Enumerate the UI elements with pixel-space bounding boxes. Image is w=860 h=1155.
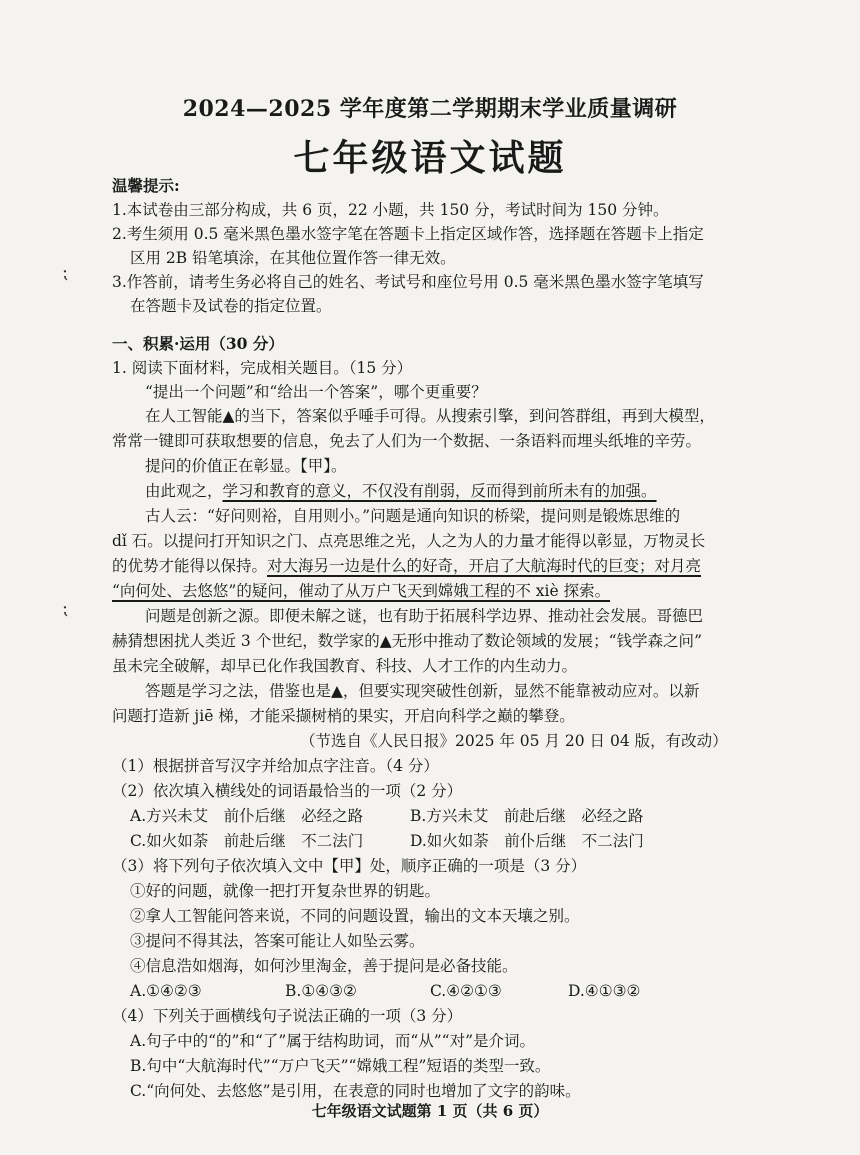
answer-option: A.方兴未艾 前仆后继 必经之路 <box>130 807 364 825</box>
sentence-item: ③提问不得其法，答案可能让人如坠云雾。 <box>130 932 425 950</box>
tip-item: 3.作答前，请考生务必将自己的姓名、考试号和座位号用 0.5 毫米黑色墨水签字笔填写 <box>112 273 704 291</box>
exam-title: 2024—2025 学年度第二学期期末学业质量调研 <box>182 96 678 122</box>
passage-text: 的优势才能得以保持。 <box>112 557 268 575</box>
answer-option: B.句中“大航海时代”“万户飞天”“嫦娥工程”短语的类型一致。 <box>130 1057 551 1075</box>
scan-mark: ⁏ <box>62 262 69 283</box>
passage-line: “提出一个问题”和“给出一个答案”，哪个更重要？ <box>145 383 487 401</box>
tip-item: 2.考生须用 0.5 毫米黑色墨水签字笔在答题卡上指定区域作答，选择题在答题卡上指定 <box>112 225 704 243</box>
passage-line: dǐ 石。以提问打开知识之门、点亮思维之光，人之为人的力量才能得以彰显，万物灵长 <box>112 532 706 550</box>
answer-option: D.④①③② <box>568 982 641 1000</box>
passage-line: 赫猜想困扰人类近 3 个世纪，数学家的▲无形中推动了数论领域的发展；“钱学森之问” <box>112 632 702 650</box>
exam-subtitle: 七年级语文试题 <box>293 137 567 179</box>
answer-option: B.方兴未艾 前赴后继 必经之路 <box>410 807 644 825</box>
passage-line: 古人云：“好问则裕，自用则小。”问题是通向知识的桥梁，提问则是锻炼思维的 <box>145 507 681 525</box>
passage-line: 虽未完全破解，却早已化作我国教育、科技、人才工作的内生动力。 <box>112 657 578 675</box>
passage-text: 由此观之， <box>145 482 223 500</box>
answer-option: C.如火如荼 前赴后继 不二法门 <box>130 832 364 850</box>
answer-option: C.“向何处、去悠悠”是引用，在表意的同时也增加了文字的韵味。 <box>130 1082 581 1100</box>
passage-line: 在人工智能▲的当下，答案似乎唾手可得。从搜索引擎，到问答群组，再到大模型， <box>145 407 715 425</box>
underlined-sentence: 学习和教育的意义，不仅没有削弱，反而得到前所未有的加强。 <box>222 482 657 500</box>
passage-line: 答题是学习之法，借鉴也是▲，但要实现突破性创新，显然不能靠被动应对。以新 <box>145 682 700 700</box>
sub-question: （1）根据拼音写汉字并给加点字注音。（4 分） <box>112 757 439 775</box>
underlined-sentence: “向何处、去悠悠”的疑问，催动了从万户飞天到嫦娥工程的不 xiè 探索。 <box>112 582 611 600</box>
scan-mark: ⁏ <box>62 598 69 619</box>
answer-option: B.①④③② <box>285 982 357 1000</box>
tip-item: 区用 2B 铅笔填涂，在其他位置作答一律无效。 <box>130 249 456 267</box>
sub-question: （4）下列关于画横线句子说法正确的一项（3 分） <box>112 1007 463 1025</box>
question-intro: 1. 阅读下面材料，完成相关题目。（15 分） <box>112 359 413 377</box>
passage-line <box>112 556 701 576</box>
section-heading: 一、积累·运用（30 分） <box>112 334 284 353</box>
passage-line: 常常一键即可获取想要的信息，免去了人们为一个数据、一条语料而埋头纸堆的辛劳。 <box>112 432 702 450</box>
passage-line <box>145 481 657 501</box>
answer-option: A.①④②③ <box>130 982 202 1000</box>
passage-line: 问题打造新 jiē 梯，才能采撷树梢的果实，开启向科学之巅的攀登。 <box>112 707 575 725</box>
sentence-item: ②拿人工智能问答来说，不同的问题设置，输出的文本天壤之别。 <box>130 907 580 925</box>
sentence-item: ④信息浩如烟海，如何沙里淘金，善于提问是必备技能。 <box>130 957 518 975</box>
tip-item: 在答题卡及试卷的指定位置。 <box>130 297 332 315</box>
page-footer: 七年级语文试题第 1 页（共 6 页） <box>311 1102 549 1120</box>
passage-line: 问题是创新之源。即便未解之谜，也有助于拓展科学边界、推动社会发展。哥德巴 <box>145 607 704 625</box>
answer-option: A.句子中的“的”和“了”属于结构助词，而“从”“对”是介词。 <box>130 1032 536 1050</box>
sentence-item: ①好的问题，就像一把打开复杂世界的钥匙。 <box>130 882 441 900</box>
passage-line: 提问的价值正在彰显。【甲】。 <box>145 457 347 475</box>
sub-question: （2）依次填入横线处的词语最恰当的一项（2 分） <box>112 782 463 800</box>
answer-option: C.④②①③ <box>430 982 502 1000</box>
tip-item: 1.本试卷由三部分构成，共 6 页，22 小题，共 150 分，考试时间为 150 分钟。 <box>112 201 669 219</box>
answer-option: D.如火如荼 前仆后继 不二法门 <box>410 832 644 850</box>
underlined-sentence: 对大海另一边是什么的好奇，开启了大航海时代的巨变；对月亮 <box>267 557 702 575</box>
sub-question: （3）将下列句子依次填入文中【甲】处，顺序正确的一项是（3 分） <box>112 857 587 875</box>
tips-heading: 温馨提示: <box>112 176 180 195</box>
source-note: （节选自《人民日报》2025 年 05 月 20 日 04 版，有改动） <box>300 732 728 750</box>
